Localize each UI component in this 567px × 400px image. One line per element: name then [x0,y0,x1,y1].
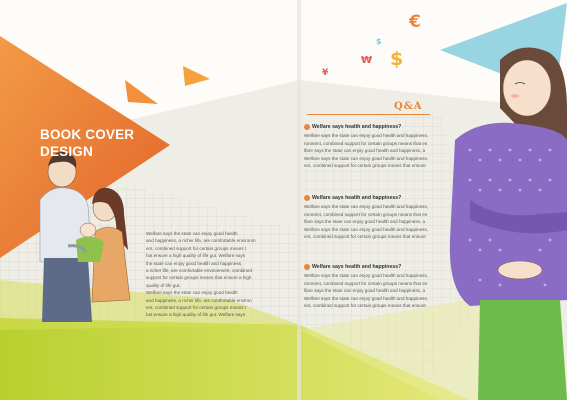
paragraph-line: hat ensure a high quality of life gut. Welfare says [146,312,245,318]
paragraph-line: and happiness, a richer life, are comfortable environm [146,238,256,244]
qa-answer-line: ent, combined support for certain groups means that ensure [304,303,426,309]
qa-answer-line: lfare says the state can enjoy good health and happiness, a [304,148,426,154]
paragraph-line: support for certain groups means that ensure a high [146,275,252,281]
qa-answer-line: Welfare says the state can enjoy good health and happiness, [304,226,429,232]
qa-item-3 [304,264,434,310]
paragraph-line: hat ensure a high quality of life gut. Welfare says [146,253,245,259]
paragraph-line: Welfare says the state can enjoy good health [146,231,238,236]
qa-question: Welfare says health and happiness? [312,264,402,270]
dollar-symbol: $ [390,48,404,70]
qa-item-2 [304,195,434,241]
qa-answer-line: ronment, combined support for certain groups means that en [304,211,428,217]
paragraph-line: quality of life gut. [146,282,181,288]
woman-illustration [450,48,567,400]
qa-answer-line: lfare says the state can enjoy good health and happiness, a [304,288,426,294]
paragraph-line: a richer life, are comfortable environment, combined [146,268,252,274]
family-illustration [40,152,130,322]
qa-answer-line: Welfare says the state can enjoy good health and happiness, [304,204,429,209]
yen-symbol: ¥ [322,68,329,78]
paragraph-line: Welfare says the state can enjoy good health [146,290,238,296]
left-paragraph [146,230,270,319]
paragraph-line: ent, combined support for certain groups means t [146,305,247,311]
qa-answer-line: ronment, combined support for certain groups means that en [304,280,428,286]
cover-title [40,126,134,160]
cover-title-line-2: DESIGN [40,144,93,159]
qa-item-1 [304,124,434,170]
qa-answer-line: ent, combined support for certain groups means that ensure [304,234,426,240]
qa-heading-rule [307,114,430,115]
qa-answer-line: Welfare says the state can enjoy good health and happiness, [304,295,429,301]
bullet-icon [304,124,310,130]
qa-question: Welfare says health and happiness? [312,195,402,201]
paragraph-line: ent, combined support for certain groups means t [146,245,247,251]
qa-answer-line: ronment, combined support for certain groups means that en [304,140,428,146]
paragraph-line: the state can enjoy good health and happiness, [146,260,243,266]
bullet-icon [304,264,310,270]
qa-answer-line: lfare says the state can enjoy good health and happiness, a [304,219,426,225]
qa-answer-line: Welfare says the state can enjoy good health and happiness, [304,155,429,161]
won-symbol: ₩ [361,55,373,66]
qa-answer-line: Welfare says the state can enjoy good health and happiness, [304,273,429,278]
euro-symbol: € [409,12,421,32]
paragraph-line: and happiness, a richer life, are comfortable environ [146,297,252,303]
qa-heading: Q&A [394,101,423,112]
qa-answer-line: ent, combined support for certain groups means that ensure [304,163,426,169]
qa-answer-line: Welfare says the state can enjoy good health and happiness, [304,133,429,138]
qa-question: Welfare says health and happiness? [312,124,402,130]
bullet-icon [304,195,310,201]
small-dollar-symbol: $ [376,37,382,46]
cover-title-line-1: BOOK COVER [40,127,135,142]
